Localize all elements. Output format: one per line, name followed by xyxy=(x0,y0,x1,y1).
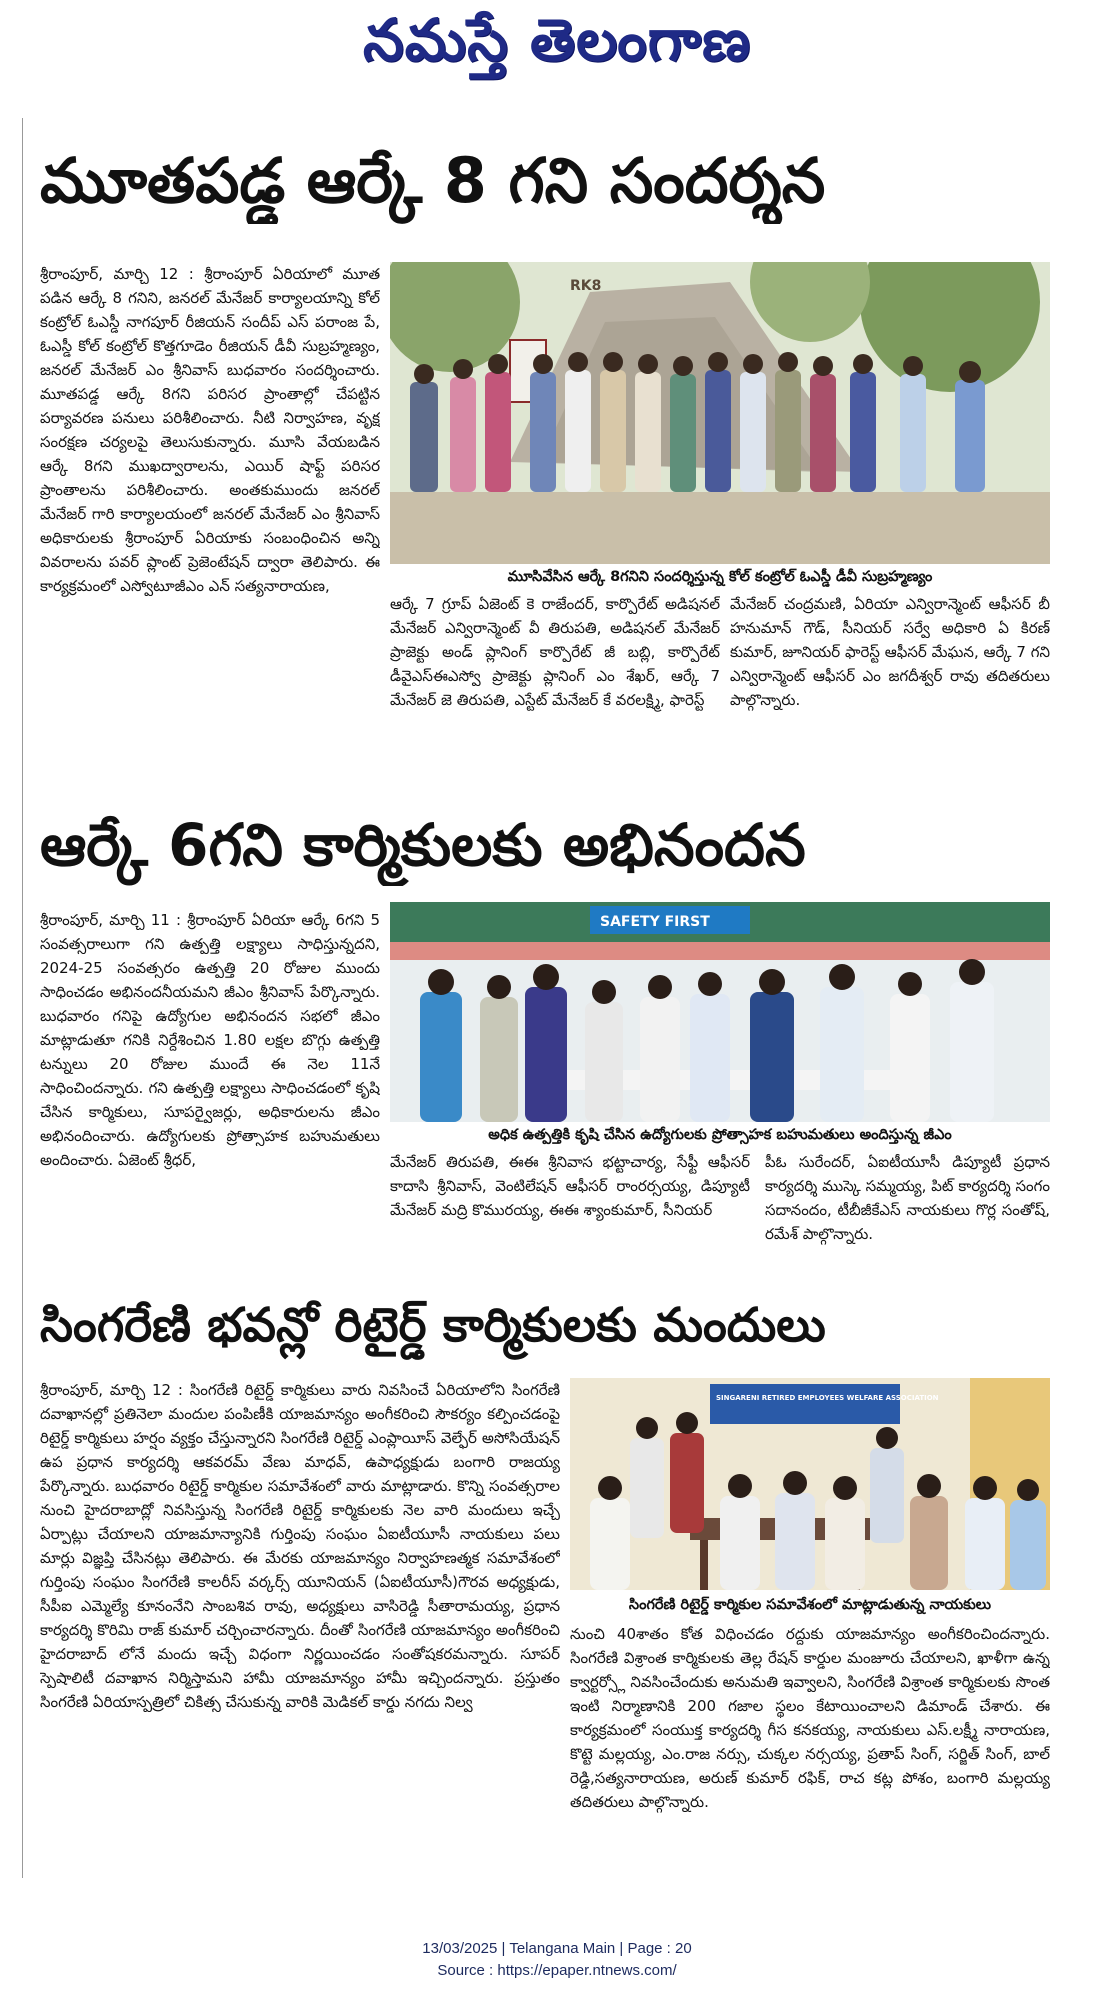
article3-body-right: నుంచి 40శాతం కోత విధించడం రద్దుకు యాజమాన్యం అంగీకరించిందన్నారు. సింగరేణి విశ్రాంత కార్మికులకు తెల్ల రేషన్ కార్డుల మంజూరు చేయాలని, ఖాళీగా ఉన్న క్వార్టర్స్లో నివసించేందుకు అనుమతి ఇవ్వాలని, సింగరేణి విశ్రాంత కార్మికులకు సొంత ఇంటి నిర్మాణానికి 200 గజాల స్థలం కేటాయించాలని డిమాండ్ చేశారు. ఈ కార్యక్రమంలో సంయుక్త కార్యదర్శి గీస కనకయ్య, నాయకులు ఎస్.లక్ష్మీ నారాయణ, కొట్టె మల్లయ్య, ఎం.రాజ నర్సు, చుక్కల నర్సయ్య, ప్రతాప్ సింగ్, సర్జిత్ సింగ్, బాల్ రెడ్డి,సత్యనారాయణ, అరుణ్ కుమార్ రఫిక్, రాచ కట్ల పోశం, బంగారి మల్లయ్య తదితరులు పాల్గొన్నారు. xyxy=(570,1625,1050,1811)
left-rule xyxy=(22,118,23,1878)
article2-photo xyxy=(390,902,1050,1122)
article2-caption: అధిక ఉత్పత్తికి కృషి చేసిన ఉద్యోగులకు ప్రోత్సాహక బహుమతులు అందిస్తున్న జీఎం xyxy=(488,1127,952,1143)
footer-source-link[interactable]: Source : https://epaper.ntnews.com/ xyxy=(437,1962,677,1979)
article2-body-left: శ్రీరాంపూర్, మార్చి 11 : శ్రీరాంపూర్ ఏరియా ఆర్కే 6గని 5 సంవత్సరాలుగా గని ఉత్పత్తి లక్ష్యాలు సాధిస్తున్నదని, 2024-25 సంవత్సరం ఉత్పత్తి 20 రోజుల ముందు సాధించడం అభినందనీయమని జీఎం శ్రీనివాస్ పేర్కొన్నారు. బుధవారం గనిపై ఉద్యోగుల అభినందన సభలో జీఎం మాట్లాడుతూ గనికి నిర్దేశించిన 1.80 లక్షల బొగ్గు ఉత్పత్తి టన్నులు 20 రోజుల ముందే ఈ నెల 11నే సాధించిందన్నారు. గని ఉత్పత్తి లక్ష్యాలు సాధించడంలో కృషి చేసిన కార్మికులు, సూపర్వైజర్లు, అధికారులను జీఎం అభినందించారు. ఉద్యోగులకు ప్రోత్సాహక బహుమతులు అందించారు. ఏజెంట్ శ్రీధర్, xyxy=(40,911,380,1169)
article1-body-mid: ఆర్కే 7 గ్రూప్ ఏజెంట్ కె రాజేందర్, కార్పొరేట్ అడిషనల్ మేనేజర్ ఎన్విరాన్మెంట్ వీ తిరుపతి, అడిషనల్ మేనేజర్ ప్రాజెక్టు అండ్ ప్లానింగ్ కార్పొరేట్ జీ బబ్లి, కార్పొరేట్ డీవైఎస్ఈఎస్వో ప్రాజెక్టు ప్లానింగ్ ఎం శేఖర్, ఆర్కే 7 మేనేజర్ జె తిరుపతి, ఎస్టేట్ మేనేజర్ కే వరలక్ష్మి, ఫారెస్ట్ xyxy=(390,595,720,709)
article3-headline: సింగరేణి భవన్లో రిటైర్డ్ కార్మికులకు మందులు xyxy=(40,1298,826,1353)
article3-body-left: శ్రీరాంపూర్, మార్చి 12 : సింగరేణి రిటైర్డ్ కార్మికులు వారు నివసించే ఏరియాలోని సింగరేణి దవాఖానల్లో ప్రతినెలా మందుల పంపిణీకి యాజమాన్యం అంగీకరించి సౌకర్యం కల్పించడంపై రిటైర్డ్ కార్మికులు హర్షం వ్యక్తం చేస్తున్నారని సింగరేణి రిటైర్డ్ ఎంప్లాయీస్ వెల్ఫేర్ అసోసియేషన్ ఉప ప్రధాన కార్యదర్శి ఆకవరమ్ వేణు మాధవ్, ఉపాధ్యక్షుడు బంగారి రాజయ్య పేర్కొన్నారు. బుధవారం రిటైర్డ్ కార్మికుల సమావేశంలో వారు మాట్లాడారు. కొన్ని సంవత్సరాల నుంచి హైదరాబాద్లో నివసిస్తున్న సింగరేణి రిటైర్డ్ కార్మికులకు నెల వారి మందులు ఇచ్చే ఏర్పాట్లు చేయాలని యాజమాన్యానికి గుర్తింపు సంఘం ఏఐటీయూసీ నాయకులు పలు మార్లు విజ్ఞప్తి చేసినట్లు తెలిపారు. ఈ మేరకు యాజమాన్యం నిర్వాహణత్మక సమావేశంలో గుర్తింపు సంఘం సింగరేణి కాలరీస్ వర్కర్స్ యూనియన్ (ఏఐటీయూసీ)గౌరవ అధ్యక్షుడు, సీపీఐ ఎమ్మెల్యే కూనంనేని సాంబశివ రావు, అధ్యక్షులు వాసిరెడ్డి సీతారామయ్య, ప్రధాన కార్యదర్శి కొరిమి రాజ్ కుమార్ చర్చించారన్నారు. దీంతో సింగరేణి యాజమాన్యం అంగీకరించి హైదరాబాద్ లోనే మందు ఇచ్చే విధంగా నిర్ణయించడం సంతోషకరమన్నారు. సూపర్ స్పెషాలిటీ దవాఖాన నిర్మిస్తామని హామీ యాజమాన్యం హామీ ఇచ్చిందన్నారు. ప్రస్తుతం సింగరేణి ఏరియాస్పత్రిలో చికిత్స చేసుకున్న వారికి మెడికల్ కార్డు నగదు నిల్వ xyxy=(40,1381,560,1711)
masthead-logo: నమస్తే తెలంగాణ xyxy=(363,6,751,74)
article2-body-mid: మేనేజర్ తిరుపతి, ఈఈ శ్రీనివాస భట్టాచార్య, సేఫ్టీ ఆఫీసర్ కాదాసి శ్రీనివాస్, వెంటిలేషన్ ఆఫీసర్ రాంరర్సయ్య, డిప్యూటీ మేనేజర్ మద్రి కొమురయ్య, ఈఈ శ్యాంకుమార్, సీనియర్ xyxy=(390,1153,750,1219)
article2-headline: ఆర్కే 6గని కార్మికులకు అభినందన xyxy=(40,811,806,879)
article3-photo xyxy=(570,1378,1050,1590)
article1-caption: మూసివేసిన ఆర్కే 8గనిని సందర్శిస్తున్న కోల్ కంట్రోల్ ఓఎస్డీ డీవీ సుబ్రహ్మణ్యం xyxy=(507,569,933,585)
footer-date-edition: 13/03/2025 | Telangana Main | Page : 20 xyxy=(422,1940,692,1957)
rk8-sign-text: RK8 xyxy=(570,278,602,294)
article1-body-right: మేనేజర్ చంద్రమణి, ఏరియా ఎన్విరాన్మెంట్ ఆఫీసర్ బీ హనుమాన్ గౌడ్, సీనియర్ సర్వే అధికారి ఏ కిరణ్ కుమార్, జూనియర్ ఫారెస్ట్ ఆఫీసర్ మేఘన, ఆర్కే 7 గని ఎన్విరాన్మెంట్ ఆఫీసర్ ఎం జగదీశ్వర్ రావు తదితరులు పాల్గొన్నారు. xyxy=(730,595,1050,709)
article2-body-right: పీఓ సురేందర్, ఏఐటీయూసీ డిప్యూటీ ప్రధాన కార్యదర్శి ముస్కె సమ్మయ్య, పిట్ కార్యదర్శి సంగం సదానందం, టీబీజీకేఎస్ నాయకులు గొర్ల సంతోష్, రమేశ్ పాల్గొన్నారు. xyxy=(765,1153,1050,1243)
article1-photo-illustration xyxy=(390,262,1050,564)
article3-caption: సింగరేణి రిటైర్డ్ కార్మికుల సమావేశంలో మాట్లాడుతున్న నాయకులు xyxy=(628,1597,992,1613)
safety-banner-text: SAFETY FIRST xyxy=(600,914,710,930)
association-banner-text: SINGARENI RETIRED EMPLOYEES WELFARE ASSOCIATION xyxy=(716,1394,939,1402)
article2-photo-illustration xyxy=(390,902,1050,1122)
article1-photo xyxy=(390,262,1050,564)
article1-headline: మూతపడ్డ ఆర్కే 8 గని సందర్శన xyxy=(40,144,826,217)
article3-photo-illustration xyxy=(570,1378,1050,1590)
article1-body-left: శ్రీరాంపూర్, మార్చి 12 : శ్రీరాంపూర్ ఏరియాలో మూత పడిన ఆర్కే 8 గనిని, జనరల్ మేనేజర్ కార్యాలయాన్ని కోల్ కంట్రోల్ ఓఎస్డీ నాగపూర్ రీజియన్ సందీప్ ఎస్ పరాంజ పే, ఓఎస్డీ కోల్ కంట్రోల్ కొత్తగూడెం రీజియన్ డీవీ సుబ్రహ్మణ్యం, జనరల్ మేనేజర్ ఎం శ్రీనివాస్ బుధవారం సందర్శించారు. మూతపడ్డ ఆర్కే 8గని పరిసర ప్రాంతాల్లో చేపట్టిన పర్యావరణ పనులు పరిశీలించారు. నీటి నిర్వాహణ, వృక్ష సంరక్షణ చర్యలపై తెలుసుకున్నారు. మూసి వేయబడిన ఆర్కే 8గని ముఖద్వారాలను, ఎయిర్ షాఫ్ట్ పరిసర ప్రాంతాలను పరిశీలించారు. అంతకుముందు జనరల్ మేనేజర్ గారి కార్యాలయంలో జనరల్ మేనేజర్ ఎం శ్రీనివాస్ అధికారులకు శ్రీరాంపూర్ ఏరియాకు సంబంధించిన అన్ని వివరాలను పవర్ ప్లాంట్ ప్రెజెంటేషన్ ద్వారా తెలిపారు. ఈ కార్యక్రమంలో ఎస్వోటూజీఎం ఎన్ సత్యనారాయణ, xyxy=(40,265,380,595)
